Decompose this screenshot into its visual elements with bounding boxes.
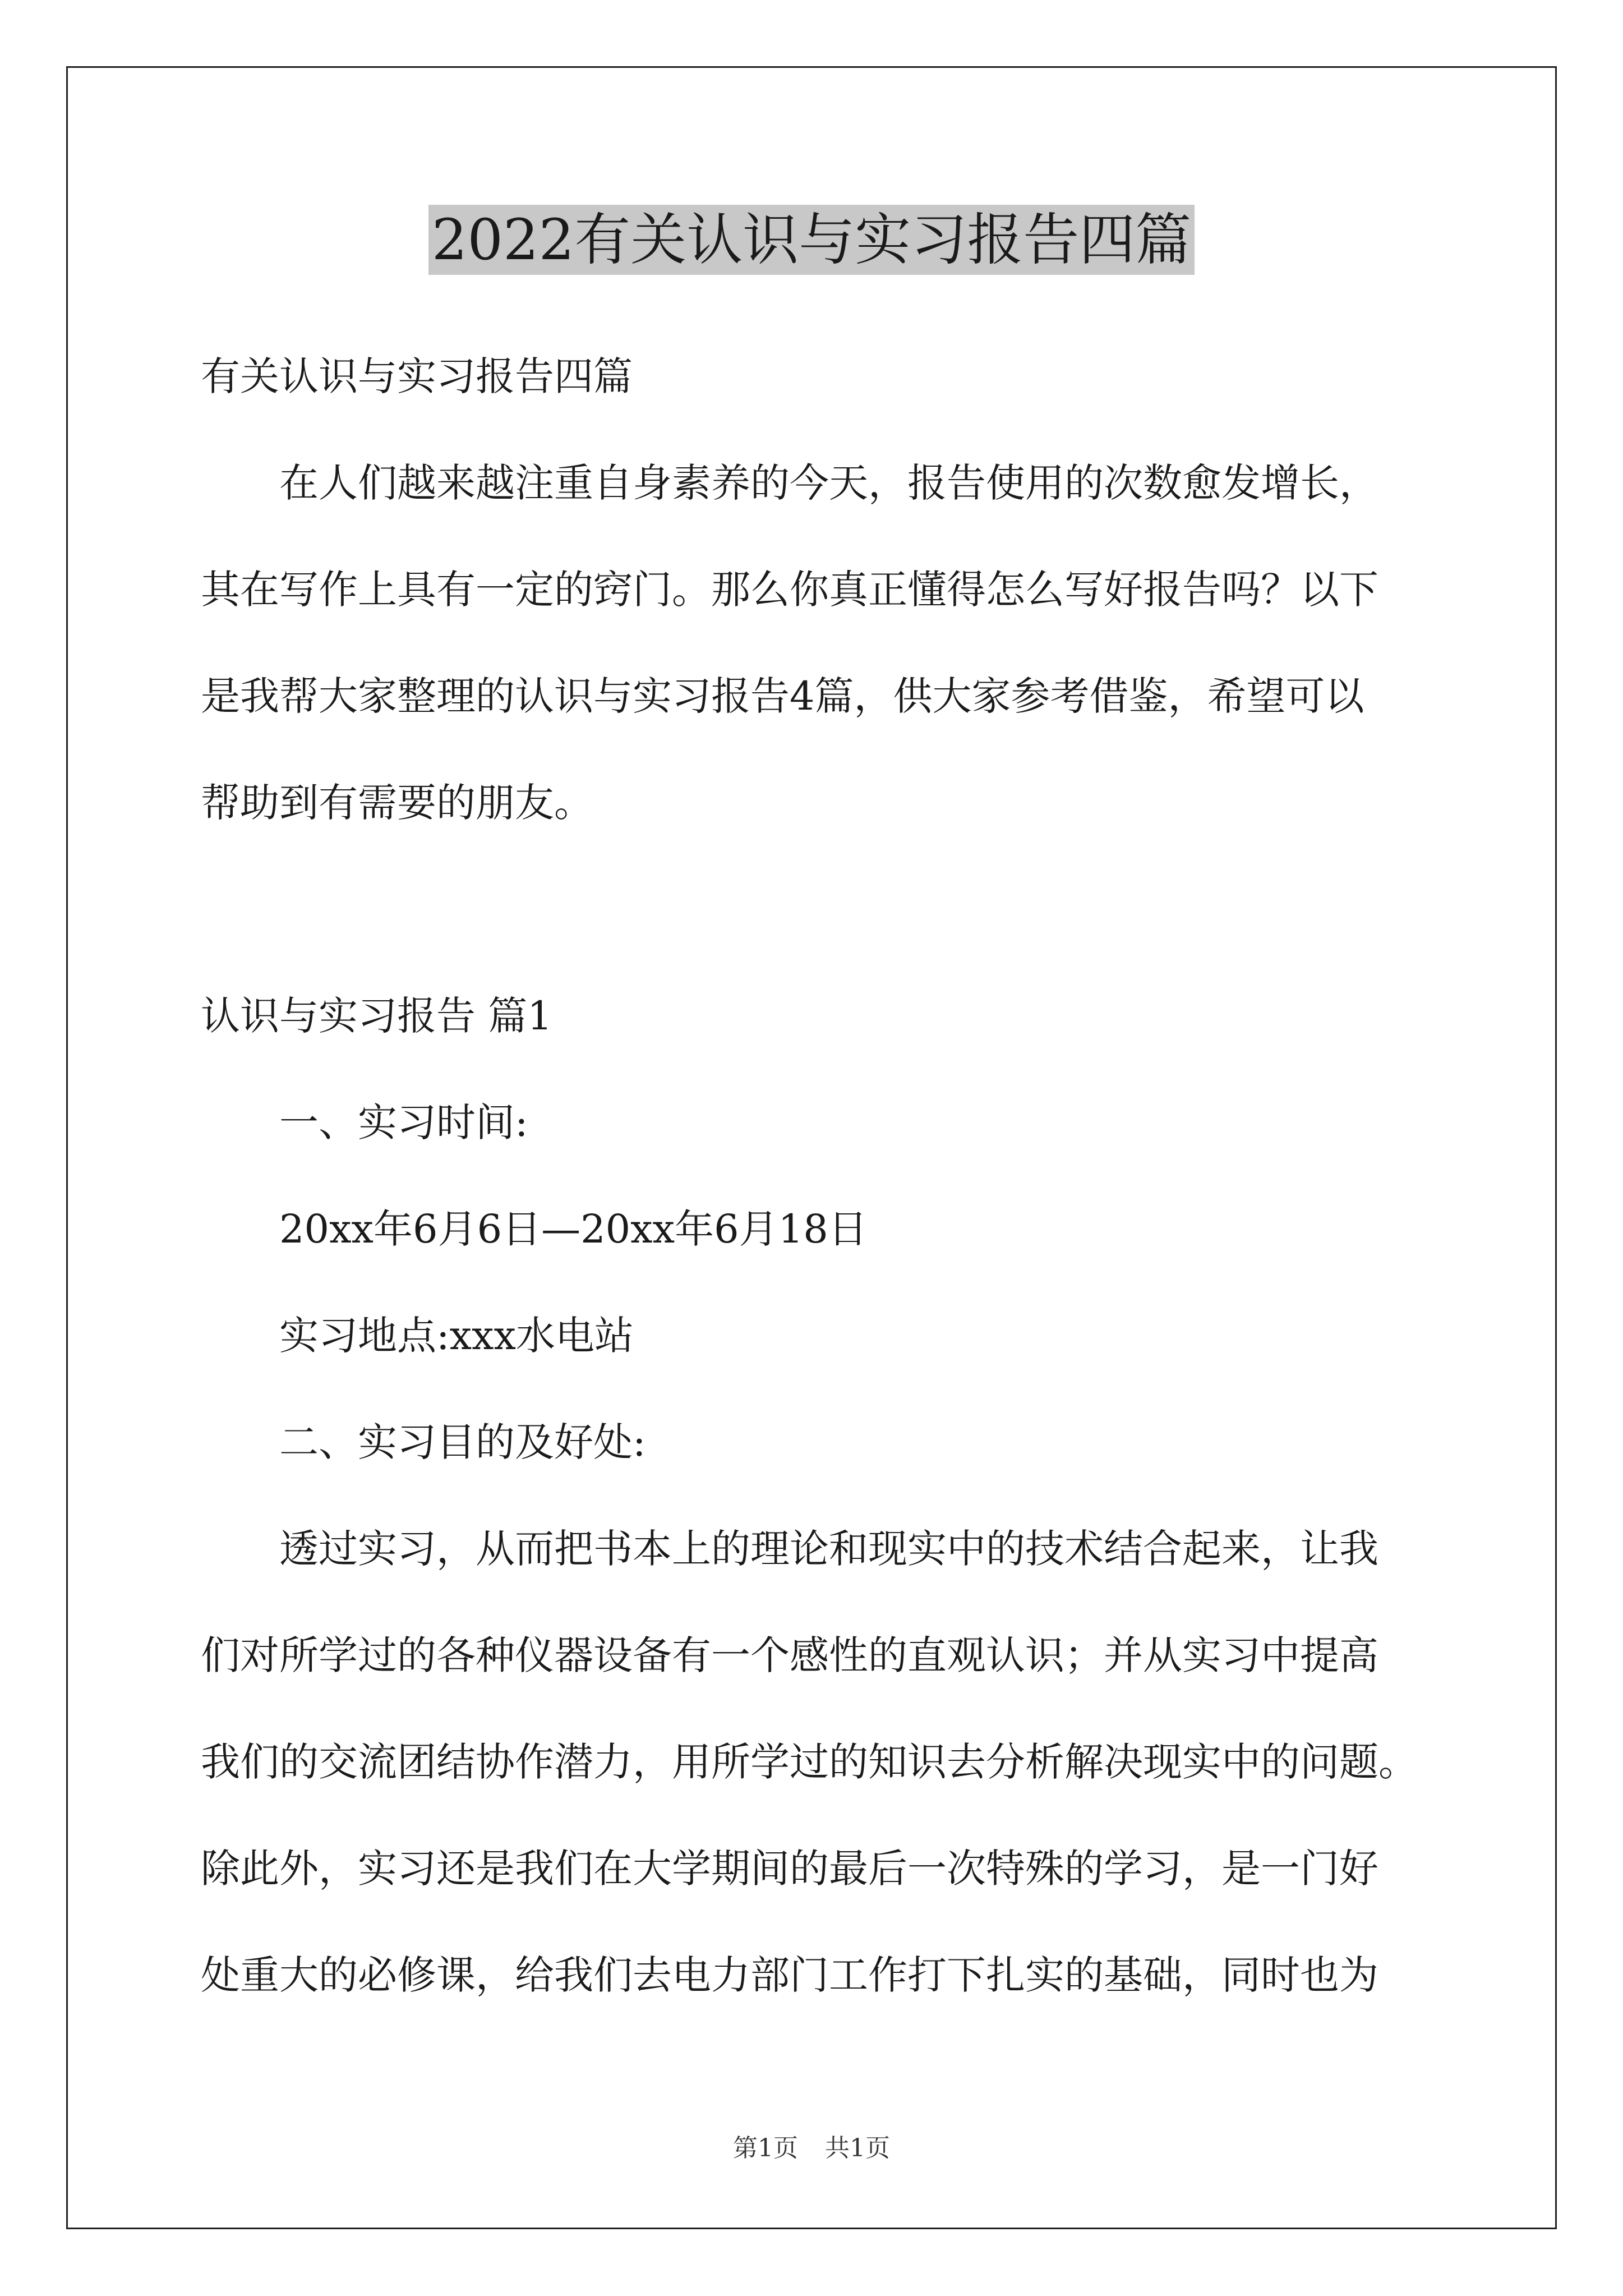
body-line-2: 们对所学过的各种仪器设备有一个感性的直观认识；并从实习中提高: [201, 1632, 1378, 1678]
document-title: 2022有关认识与实习报告四篇: [0, 201, 1623, 279]
item-1-date: 20xx年6月6日—20xx年6月18日: [279, 1206, 868, 1252]
body-line-3: 我们的交流团结协作潜力，用所学过的知识去分析解决现实中的问题。: [201, 1739, 1418, 1785]
item-1-heading: 一、实习时间:: [279, 1099, 528, 1145]
item-2-heading: 二、实习目的及好处:: [279, 1419, 646, 1465]
document-subtitle: 有关认识与实习报告四篇: [201, 353, 633, 399]
item-1-location: 实习地点:xxx水电站: [279, 1313, 634, 1359]
intro-line-2: 其在写作上具有一定的窍门。那么你真正懂得怎么写好报告吗？以下: [201, 567, 1378, 613]
page-total: 共1页: [825, 2134, 890, 2162]
body-line-5: 处重大的必修课，给我们去电力部门工作打下扎实的基础，同时也为: [201, 1952, 1378, 1998]
intro-line-3: 是我帮大家整理的认识与实习报告4篇，供大家参考借鉴，希望可以: [201, 673, 1364, 719]
page-footer: [0, 2132, 1623, 2165]
body-line-1: 透过实习，从而把书本上的理论和现实中的技术结合起来，让我: [279, 1526, 1378, 1572]
section-heading: 认识与实习报告 篇1: [201, 993, 552, 1039]
page-number: 第1页: [733, 2134, 798, 2162]
body-line-4: 除此外，实习还是我们在大学期间的最后一次特殊的学习，是一门好: [201, 1846, 1378, 1892]
intro-line-4: 帮助到有需要的朋友。: [201, 780, 593, 826]
intro-line-1: 在人们越来越注重自身素养的今天，报告使用的次数愈发增长，: [279, 460, 1378, 506]
